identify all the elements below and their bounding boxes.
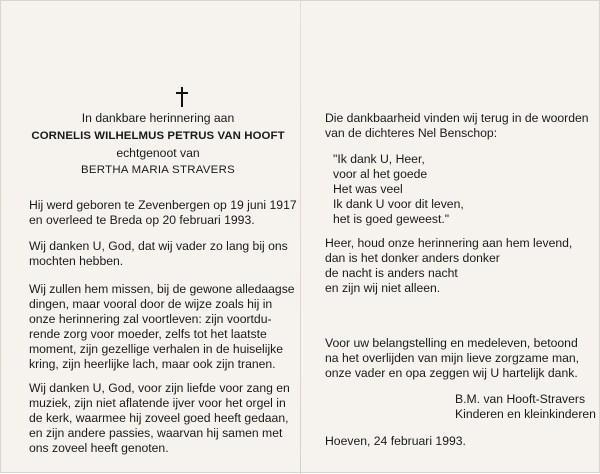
deceased-name: CORNELIS WILHELMUS PETRUS VAN HOOFT: [31, 130, 285, 142]
poem-intro: Die dankbaarheid vinden wij terug in de woorden van de dichteres Nel Benschop:: [325, 111, 589, 140]
poem: "Ik dank U, Heer, voor al het goede Het was veel Ik dank U voor dit leven, het is goed geweest.": [333, 152, 464, 226]
card-fold: [300, 1, 301, 474]
gratitude-paragraph: Wij danken U, God, dat wij vader zo lang bij ons mochten hebben.: [29, 239, 288, 268]
cross-icon: [175, 87, 189, 107]
spouse-name: BERTHA MARIA STRAVERS: [81, 164, 235, 176]
prayer: Heer, houd onze herinnering aan hem levend, dan is het donker anders donker de nacht is anders nacht en zijn wij niet alleen.: [325, 236, 573, 295]
intro-text: In dankbare herinnering aan: [81, 111, 235, 125]
birth-death-paragraph: Hij werd geboren te Zevenbergen op 19 juni 1917 en overleed te Breda op 20 februari 1993.: [29, 198, 297, 227]
music-paragraph: Wij danken U, God, voor zijn liefde voor zang en muziek, zijn niet aflatende ijver voor het orgel in de kerk, waarmee hij zoveel goed heeft gedaan, en zijn andere passies, waarvan hij samen met ons zoveel heeft genoten.: [29, 381, 290, 455]
signer-name: B.M. van Hooft-Stravers: [455, 392, 586, 406]
place-date: Hoeven, 24 februari 1993.: [325, 434, 466, 448]
spouse-label: echtgenoot van: [116, 146, 200, 160]
memories-paragraph: Wij zullen hem missen, bij de gewone alledaagse dingen, maar vooral door de wijze zoals hij in onze herinnering zal voortleven: zijn voortdu- rende zorg voor moeder, zelfs tot het laatste moment, zijn gezellige verhalen in de huiselijke kring, zijn heerlijke lach, maar ook zijn tranen.: [29, 282, 295, 371]
thanks-paragraph: Voor uw belangstelling en medeleven, betoond na het overlijden van mijn lieve zorgzame man, onze vader en opa zeggen wij U hartelijk dank.: [325, 336, 580, 380]
signature-block: [455, 392, 595, 422]
signer-family: Kinderen en kleinkinderen: [455, 407, 596, 421]
